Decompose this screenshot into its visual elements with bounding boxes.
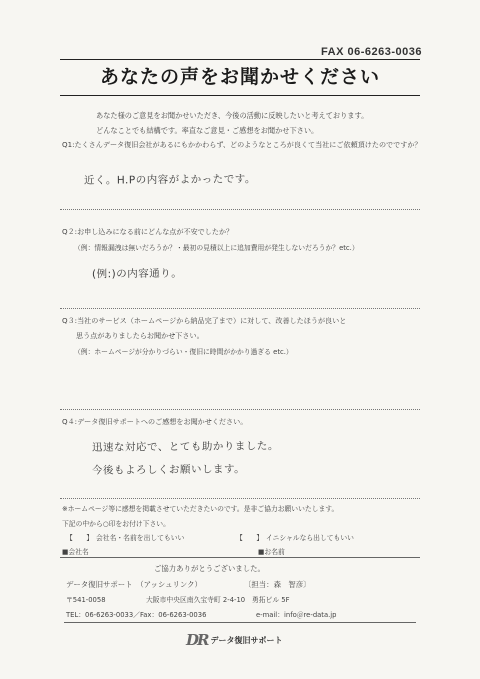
logo-mark: DR — [186, 631, 208, 649]
consent-instruction: 下記の中から○印をお付け下さい。 — [62, 520, 170, 528]
thanks-message: ご協力ありがとうございました。 — [154, 564, 265, 573]
q1-question: Q1:たくさんデータ復旧会社があるにもかかわらず、どのようなところが良くて当社にご依頼頂けたのでですか？ — [62, 140, 422, 149]
consent-option-initials-bracket[interactable]: 【 】 — [236, 534, 264, 542]
q3-question-line-2: 思う点がありましたらお聞かせ下さい。 — [76, 331, 204, 340]
q2-example: （例：情報漏洩は無いだろうか？・最初の見積以上に追加費用が発生しないだろうか？etc.） — [74, 244, 359, 252]
consent-option-company-name-label: 会社名・名前を出してもいい — [96, 534, 185, 542]
consent-divider — [60, 557, 420, 558]
address: 大阪市中央区南久宝寺町 2-4-10 勇拓ビル 5F — [146, 596, 290, 604]
q1-divider — [60, 209, 420, 210]
contact-person: 〔担当：森 智彦〕 — [244, 580, 311, 589]
fax-number: FAX 06-6263-0036 — [321, 46, 422, 58]
q3-example: （例：ホームページが分かりづらい・復旧に時間がかかり過ぎる etc.） — [74, 348, 293, 356]
q1-handwritten-answer: 近く。H.Pの内容がよかったです。 — [83, 173, 256, 187]
q2-question: Q２:お申し込みになる前にどんな点が不安でしたか？ — [62, 227, 234, 236]
company-logo — [186, 631, 282, 649]
phone-fax: TEL：06-6263-0033／Fax：06-6263-0036 — [66, 611, 207, 619]
intro-line-1: あなた様のご意見をお聞かせいただき、今後の活動に反映したいと考えております。 — [96, 111, 369, 120]
q2-divider — [60, 308, 420, 309]
consent-option-company-name-bracket[interactable]: 【 】 — [66, 534, 94, 542]
page-title: あなたの声をお聞かせください — [99, 66, 380, 88]
q3-question-line-1: Q３:当社のサービス（ホームページから納品完了まで）に対して、改善したほうが良いと — [62, 316, 347, 325]
title-bottom-rule — [60, 95, 420, 96]
intro-line-2: どんなことでも結構です。率直なご意見・ご感想をお聞かせ下さい。 — [96, 126, 319, 135]
q4-handwritten-answer-1: 迅速な対応で、とても助かりました。 — [91, 440, 279, 454]
title-top-rule — [60, 59, 420, 60]
q3-divider — [60, 409, 420, 410]
company-name: データ復旧サポート （アッシュリンク） — [66, 580, 202, 589]
logo-text: データ復旧サポート — [210, 635, 283, 645]
q4-handwritten-answer-2: 今後もよろしくお願いします。 — [91, 463, 246, 477]
email-address: e-mail：info＠re-data.jp — [256, 611, 337, 619]
q2-handwritten-answer: (例:)の内容通り。 — [91, 267, 183, 281]
footer-divider — [64, 622, 416, 623]
person-name-field-label: ■お名前 — [258, 548, 285, 556]
consent-note: ※ホームページ等に感想を掲載させていただきたいのです。是非ご協力お願いいたします。 — [62, 505, 339, 513]
consent-option-initials-label: イニシャルなら出してもいい — [266, 534, 354, 542]
q4-question: Q４:データ復旧サポートへのご感想をお聞かせください。 — [62, 417, 248, 426]
postal-code: 〒541-0058 — [66, 596, 106, 604]
q4-divider — [60, 498, 420, 499]
company-name-field-label: ■会社名 — [62, 548, 89, 556]
